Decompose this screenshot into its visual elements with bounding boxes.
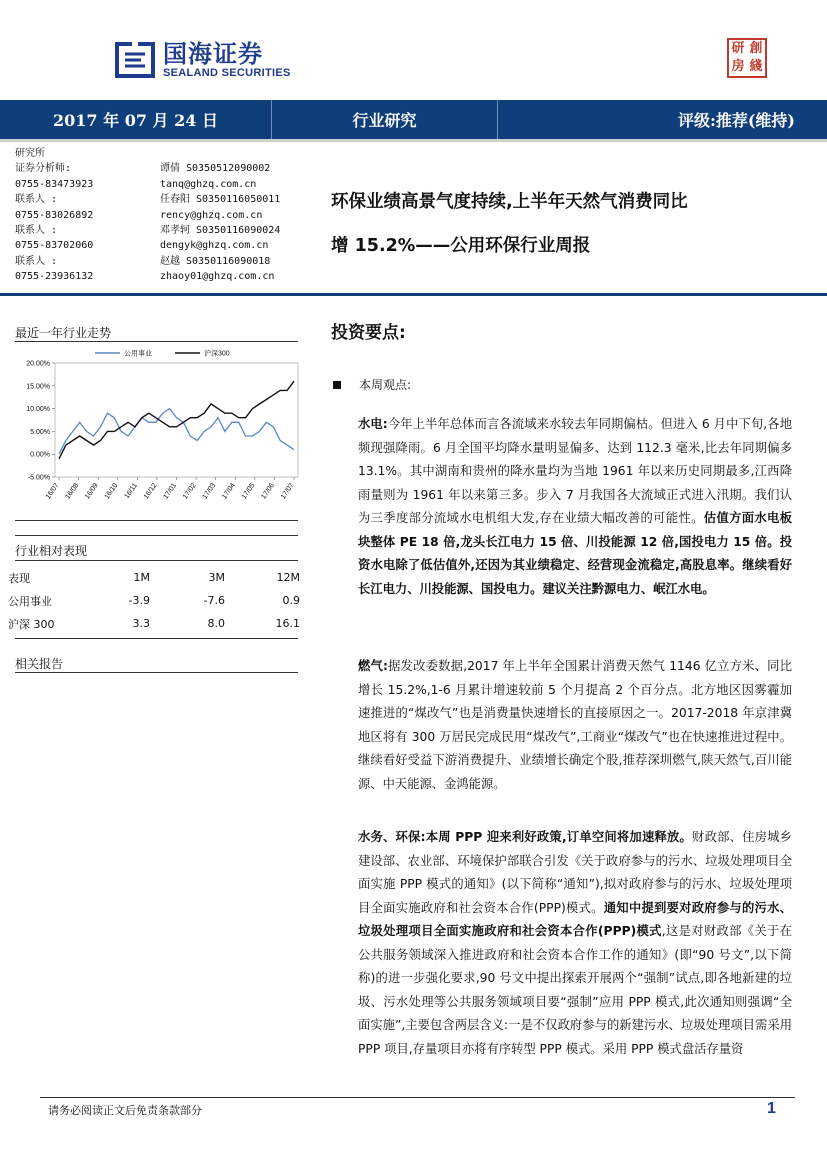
related-top-rule bbox=[15, 638, 298, 639]
seal-char: 創 bbox=[749, 41, 763, 56]
x-tick-label: 16/07 bbox=[44, 482, 61, 501]
hydro-text: 今年上半年总体而言各流域来水较去年同期偏枯。但进入 6 月中下旬,各地频现强降雨。6 月全国平均降水量明显偏多、达到 112.3 毫米,比去年同期偏多 13.1%。其中湖南和贵州的降水量均为当地 1961 年以来历史同期最多,江西降雨量则为 1961 年以来第三多。步入 7 月我国各大流域正式进入汛期。我们认为三季度部分流域水电机组大发,存在业绩大幅改善的可能性。 bbox=[358, 417, 792, 525]
x-tick-label: 17/07 bbox=[279, 482, 296, 501]
perf-top-rule bbox=[15, 535, 298, 536]
water-bold-notice: 通知中提到要对政府参与的污水、垃圾处理项目全面实施政府和社会资本合作(PPP)模式 bbox=[358, 900, 792, 938]
x-tick-label: 17/06 bbox=[260, 482, 277, 501]
x-tick-label: 16/10 bbox=[103, 482, 120, 501]
table-header-cell: 12M bbox=[276, 571, 300, 584]
page-number: 1 bbox=[767, 1100, 776, 1117]
table-cell: 8.0 bbox=[207, 617, 225, 630]
table-row bbox=[8, 612, 300, 635]
y-tick-label: 0.00% bbox=[30, 451, 50, 459]
y-tick-label: -5.00% bbox=[27, 474, 50, 482]
contact-value bbox=[160, 146, 315, 161]
contact-row bbox=[15, 161, 315, 176]
header-divider bbox=[0, 293, 827, 296]
gas-label: 燃气: bbox=[358, 659, 388, 673]
y-tick-label: 20.00% bbox=[26, 360, 50, 368]
x-tick-label: 17/01 bbox=[162, 482, 179, 501]
hydro-label: 水电: bbox=[358, 417, 388, 431]
x-tick-label: 16/11 bbox=[123, 482, 139, 501]
logo-chinese-name: 国海证券 bbox=[163, 39, 263, 68]
table-cell: -3.9 bbox=[128, 594, 150, 607]
report-banner bbox=[0, 100, 827, 142]
report-date: 2017 年 07 月 24 日 bbox=[0, 100, 272, 139]
contact-value[interactable]: tanq@ghzq.com.cn bbox=[160, 178, 257, 190]
table-cell: -7.6 bbox=[203, 594, 225, 607]
analyst-contacts bbox=[15, 146, 315, 285]
related-heading-rule bbox=[15, 672, 298, 673]
table-header-cell: 3M bbox=[208, 571, 225, 584]
contact-label: 联系人 : bbox=[15, 194, 58, 206]
report-type: 行业研究 bbox=[272, 100, 498, 139]
x-tick-label: 17/02 bbox=[181, 482, 198, 501]
weekly-view-label: 本周观点: bbox=[359, 378, 412, 392]
report-rating: 评级:推荐(维持) bbox=[677, 111, 795, 130]
industry-trend-chart bbox=[10, 345, 310, 520]
y-tick-label: 10.00% bbox=[26, 406, 50, 414]
table-cell: 沪深 300 bbox=[8, 617, 55, 631]
contact-row bbox=[15, 192, 315, 207]
sealand-logo-icon bbox=[115, 40, 155, 80]
seal-char: 研 bbox=[731, 41, 745, 56]
hydro-bold-text: 估值方面水电板块整体 PE 18 倍,龙头长江电力 15 倍、川投能源 12 倍,国投电力 15 倍。投资水电除了低估值外,还因为其业绩稳定、经营现金流稳定,高股息率。继续看好长江电力、川投能源、国投电力。建议关注黔源电力、岷江水电。 bbox=[358, 511, 792, 596]
table-header-cell: 1M bbox=[133, 571, 150, 584]
table-header-cell: 表现 bbox=[8, 571, 30, 585]
series-line-utilities bbox=[59, 409, 294, 455]
table-cell: 16.1 bbox=[275, 617, 300, 630]
gas-text: 据发改委数据,2017 年上半年全国累计消费天然气 1146 亿立方米、同比增长 15.2%,1-6 月累计增速较前 5 个月提高 2 个百分点。北方地区因雾霾加速推进的“煤改气”也是消费量快速增长的直接原因之一。2017-2018 年京津冀地区将有 300 万居民完成民用“煤改气”,工商业“煤改气”也在快速推进过程中。继续看好受益下游消费提升、业绩增长确定个股,推荐深圳燃气,陕天然气,百川能源、中天能源、金鸿能源。 bbox=[358, 659, 792, 791]
x-tick-label: 17/03 bbox=[201, 482, 218, 501]
contact-value: 谭倩 S0350512090002 bbox=[160, 163, 271, 175]
contact-label: 研究所 bbox=[15, 148, 45, 159]
contact-value: 任春阳 S0350116050011 bbox=[160, 194, 281, 206]
contact-label: 0755-83026892 bbox=[15, 209, 94, 221]
table-row bbox=[8, 589, 300, 612]
footer-disclaimer: 请务必阅读正文后免责条款部分 bbox=[48, 1104, 202, 1117]
report-title bbox=[331, 180, 801, 268]
hydro-paragraph bbox=[358, 413, 792, 601]
contact-value[interactable]: dengyk@ghzq.com.cn bbox=[160, 240, 269, 252]
contact-row bbox=[15, 177, 315, 192]
contact-label: 联系人 : bbox=[15, 225, 58, 237]
water-text-1: 财政部、住房城乡建设部、农业部、环境保护部联合引发《关于政府参与的污水、垃圾处理项目全面实施 PPP 模式的通知》(以下简称“通知”),拟对政府参与的污水、垃圾处理项目全面实施政府和社会资本合作(PPP)模式。 bbox=[358, 830, 792, 915]
water-text-2: ,这是对财政部《关于在公共服务领域深入推进政府和社会资本合作工作的通知》(即“90 号文”,以下简称)的进一步强化要求,90 号文中提出探索开展两个“强制”试点,即各地新建的垃圾、污水处理等公共服务领域项目要“强制”应用 PPP 模式,此次通知则强调“全面实施”,主要包含两层含义:一是不仅政府参与的新建污水、垃圾处理项目需采用 PPP 项目,存量项目亦将有序转型 PPP 模式。采用 PPP 模式盘活存量资 bbox=[358, 924, 792, 1056]
x-tick-label: 16/09 bbox=[84, 482, 100, 501]
research-seal-stamp bbox=[727, 38, 767, 78]
contact-label: 联系人 : bbox=[15, 255, 58, 267]
contact-label: 0755-23936132 bbox=[15, 271, 94, 283]
contact-row bbox=[15, 223, 315, 238]
contact-row bbox=[15, 254, 315, 269]
x-tick-label: 17/04 bbox=[221, 482, 237, 501]
trend-heading-rule bbox=[15, 341, 298, 342]
contact-value: 赵越 S0350116090018 bbox=[160, 255, 271, 267]
chart-bottom-rule bbox=[15, 520, 298, 521]
contact-label: 0755-83702060 bbox=[15, 240, 94, 252]
y-tick-label: 15.00% bbox=[26, 383, 50, 391]
perf-heading: 行业相对表现 bbox=[15, 544, 88, 558]
perf-heading-rule bbox=[15, 560, 298, 561]
water-bold-intro: 水务、环保:本周 PPP 迎来利好政策,订单空间将加速释放。 bbox=[358, 830, 693, 844]
x-tick-label: 17/05 bbox=[240, 482, 257, 501]
contact-row bbox=[15, 208, 315, 223]
relative-performance-table bbox=[8, 566, 300, 635]
plot-area-frame bbox=[55, 363, 298, 477]
bullet-square-icon bbox=[333, 381, 341, 389]
seal-char: 綫 bbox=[749, 59, 763, 74]
table-cell: 3.3 bbox=[132, 617, 150, 630]
x-tick-label: 16/12 bbox=[142, 482, 159, 501]
gas-paragraph bbox=[358, 655, 792, 796]
title-line-2: 增 15.2%——公用环保行业周报 bbox=[331, 236, 591, 256]
contact-row bbox=[15, 146, 315, 161]
x-tick-label: 16/08 bbox=[64, 482, 81, 501]
title-line-1: 环保业绩高景气度持续,上半年天然气消费同比 bbox=[331, 192, 688, 212]
contact-value: 邓孝轲 S0350116090024 bbox=[160, 225, 281, 237]
table-header-row bbox=[8, 566, 300, 589]
water-environment-paragraph bbox=[358, 826, 792, 1061]
weekly-view bbox=[333, 376, 411, 393]
contact-label: 0755-83473923 bbox=[15, 178, 94, 190]
contact-value[interactable]: zhaoy01@ghzq.com.cn bbox=[160, 271, 275, 283]
series-line-csi300 bbox=[59, 381, 294, 459]
contact-row bbox=[15, 238, 315, 253]
trend-heading: 最近一年行业走势 bbox=[15, 326, 112, 340]
table-cell: 公用事业 bbox=[8, 594, 52, 608]
legend-label: 沪深300 bbox=[204, 350, 230, 358]
seal-char: 房 bbox=[731, 59, 745, 74]
legend-label: 公用事业 bbox=[124, 350, 152, 358]
investment-highlights-heading: 投资要点: bbox=[331, 323, 406, 343]
contact-value[interactable]: rency@ghzq.com.cn bbox=[160, 209, 263, 221]
footer-rule bbox=[40, 1097, 795, 1098]
contact-row bbox=[15, 269, 315, 284]
y-tick-label: 5.00% bbox=[30, 428, 50, 436]
table-cell: 0.9 bbox=[282, 594, 300, 607]
company-logo bbox=[115, 40, 291, 80]
contact-label: 证券分析师: bbox=[15, 163, 72, 175]
related-reports-heading: 相关报告 bbox=[15, 657, 64, 671]
logo-english-name: SEALAND SECURITIES bbox=[163, 66, 291, 79]
